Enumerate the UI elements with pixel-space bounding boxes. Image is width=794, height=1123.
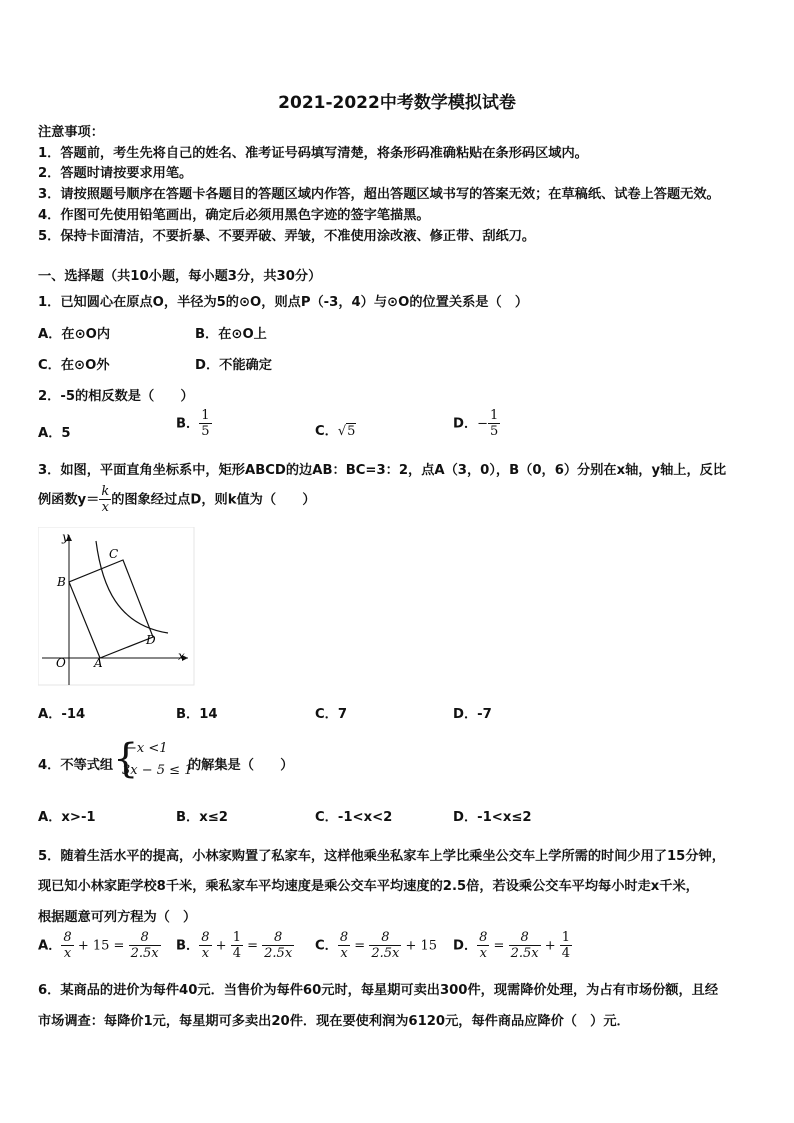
section-heading: 一、选择题（共10小题，每小题3分，共30分） xyxy=(38,269,322,284)
label-y: y xyxy=(62,530,69,544)
fraction xyxy=(509,930,541,961)
stem-text: 例函数y＝ xyxy=(38,492,100,508)
label-c: C xyxy=(109,547,119,561)
question-6-line-1: 6．某商品的进价为每件40元．当售价为每件60元时，每星期可卖出300件，现需降价处理，为占有市场份额，且经 xyxy=(38,983,719,998)
fraction xyxy=(199,408,211,439)
question-4-option-d: D．-1<x≤2 xyxy=(453,810,532,825)
denominator: 5 xyxy=(201,424,210,439)
question-5-option-b: B． $\frac{8}{x}$ + $\frac{1}{4}$ = $\frac{8}{2.5x}$ xyxy=(176,930,293,961)
fraction xyxy=(560,930,572,961)
question-3-option-d: D．-7 xyxy=(453,707,492,722)
numerator: 8 xyxy=(509,930,541,946)
label-a: A xyxy=(94,656,103,670)
option-label: D． xyxy=(453,938,478,954)
page-title: 2021-2022中考数学模拟试卷 xyxy=(278,93,516,113)
numerator: 1 xyxy=(490,408,499,423)
question-3-option-b: B．14 xyxy=(176,707,218,722)
numerator: 8 xyxy=(129,930,161,946)
denominator: x xyxy=(340,946,348,961)
fraction xyxy=(61,930,73,961)
question-3-stem-line-2 xyxy=(38,484,316,515)
denominator: x xyxy=(101,500,109,515)
denominator: 4 xyxy=(232,946,241,961)
question-3-figure xyxy=(38,527,198,687)
question-4-option-b: B．x≤2 xyxy=(176,810,228,825)
inequality-2: 3x − 5 ≤ 1 xyxy=(122,763,193,778)
option-label: C． xyxy=(315,938,338,954)
numerator: 1 xyxy=(201,408,210,423)
fraction xyxy=(477,930,489,961)
question-5-option-a: A． $\frac{8}{x}$ + 15 = $\frac{8}{2.5x}$ xyxy=(38,930,159,961)
denominator: x xyxy=(479,946,487,961)
notice-item-3: 3．请按照题号顺序在答题卡各题目的答题区域内作答，超出答题区域书写的答案无效；在草稿纸、试卷上答题无效。 xyxy=(38,187,720,202)
question-2-option-c xyxy=(315,420,356,439)
option-label: B． xyxy=(176,416,200,432)
denominator: 2.5x xyxy=(264,946,293,961)
minus-sign: − xyxy=(477,416,489,432)
fraction xyxy=(369,930,401,961)
question-2-option-d xyxy=(453,408,500,439)
question-3-stem-line-1: 3．如图，平面直角坐标系中，矩形ABCD的边AB：BC=3：2，点A（3，0），B（0，6）分别在x轴，y轴上，反比 xyxy=(38,463,727,478)
denominator: 4 xyxy=(561,946,571,961)
notice-item-4: 4．作图可先使用铅笔画出，确定后必须用黑色字迹的签字笔描黑。 xyxy=(38,208,430,223)
question-5-line-3: 根据题意可列方程为（ ） xyxy=(38,910,197,925)
label-x: x xyxy=(178,649,185,663)
question-4-option-c: C．-1<x<2 xyxy=(315,810,393,825)
option-label: B． xyxy=(176,938,200,954)
numerator: 8 xyxy=(63,930,72,945)
numerator: 8 xyxy=(369,930,401,946)
numerator: 8 xyxy=(479,930,488,945)
fraction xyxy=(231,930,243,961)
fraction xyxy=(488,408,500,439)
question-4-stem-suffix: 的解集是（ ） xyxy=(188,758,294,773)
term: 15 xyxy=(92,938,110,954)
numerator: 8 xyxy=(339,930,349,945)
rectangle-abcd xyxy=(69,560,153,658)
fraction xyxy=(262,930,294,961)
denominator: 2.5x xyxy=(371,946,400,961)
numerator: 1 xyxy=(561,930,571,945)
question-2-stem: 2．-5的相反数是（ ） xyxy=(38,389,194,404)
denominator: 5 xyxy=(490,424,499,439)
denominator: 2.5x xyxy=(130,946,159,961)
fraction xyxy=(99,484,111,515)
question-1-option-a: A．在⊙O内 xyxy=(38,327,111,342)
question-3-option-a: A．-14 xyxy=(38,707,86,722)
denominator: x xyxy=(63,946,72,961)
notice-heading: 注意事项： xyxy=(38,125,104,140)
question-1-option-d: D．不能确定 xyxy=(195,358,272,373)
brace-icon: { xyxy=(113,736,139,782)
notice-item-1: 1．答题前，考生先将自己的姓名、准考证号码填写清楚，将条形码准确粘贴在条形码区域内。 xyxy=(38,146,588,161)
question-4-option-a: A．x>-1 xyxy=(38,810,96,825)
fraction xyxy=(338,930,350,961)
label-d: D xyxy=(146,633,156,647)
numerator: 8 xyxy=(262,930,294,946)
term: 15 xyxy=(420,938,438,954)
stem-text: 的图象经过点D，则k值为（ ） xyxy=(111,492,316,508)
numerator: k xyxy=(101,484,110,499)
notice-item-2: 2．答题时请按要求用笔。 xyxy=(38,166,193,181)
hyperbola-curve xyxy=(96,541,168,633)
option-label: A． xyxy=(38,938,62,954)
fraction xyxy=(199,930,211,961)
sqrt-sign: √ xyxy=(337,424,347,439)
question-5-option-d: D． $\frac{8}{x}$ = $\frac{8}{2.5x}$ + $\frac{1}{4}$ xyxy=(453,930,571,961)
radicand: 5 xyxy=(347,424,356,439)
option-label: C． xyxy=(315,424,338,439)
inequality-1: −x <1 xyxy=(126,741,168,756)
question-4-stem-prefix: 4．不等式组 xyxy=(38,758,114,773)
question-5-line-1: 5．随着生活水平的提高，小林家购置了私家车，这样他乘坐私家车上学比乘坐公交车上学所需的时间少用了15分钟， xyxy=(38,849,725,864)
label-b: B xyxy=(57,575,66,589)
denominator: x xyxy=(201,946,210,961)
label-o: O xyxy=(56,656,66,670)
fraction xyxy=(129,930,161,961)
question-1-stem: 1．已知圆心在原点O，半径为5的⊙O，则点P（-3，4）与⊙O的位置关系是（ ） xyxy=(38,295,529,310)
question-5-line-2: 现已知小林家距学校8千米，乘私家车平均速度是乘公交车平均速度的2.5倍，若设乘公交车平均每小时走x千米， xyxy=(38,879,699,894)
notice-item-5: 5．保持卡面清洁，不要折暴、不要弄破、弄皱，不准使用涂改液、修正带、刮纸刀。 xyxy=(38,229,536,244)
numerator: 1 xyxy=(232,930,241,945)
question-6-line-2: 市场调查：每降价1元，每星期可多卖出20件．现在要使利润为6120元，每件商品应降价（ ）元． xyxy=(38,1014,630,1029)
question-3-option-c: C．7 xyxy=(315,707,348,722)
question-5-option-c: C． $\frac{8}{x}$ = $\frac{8}{2.5x}$ + 15 xyxy=(315,930,438,961)
question-1-option-c: C．在⊙O外 xyxy=(38,358,110,373)
option-label: D． xyxy=(453,416,478,432)
denominator: 2.5x xyxy=(510,946,539,961)
question-2-option-b xyxy=(176,408,212,439)
numerator: 8 xyxy=(201,930,210,945)
question-2-option-a: A．5 xyxy=(38,426,71,441)
question-1-option-b: B．在⊙O上 xyxy=(195,327,267,342)
